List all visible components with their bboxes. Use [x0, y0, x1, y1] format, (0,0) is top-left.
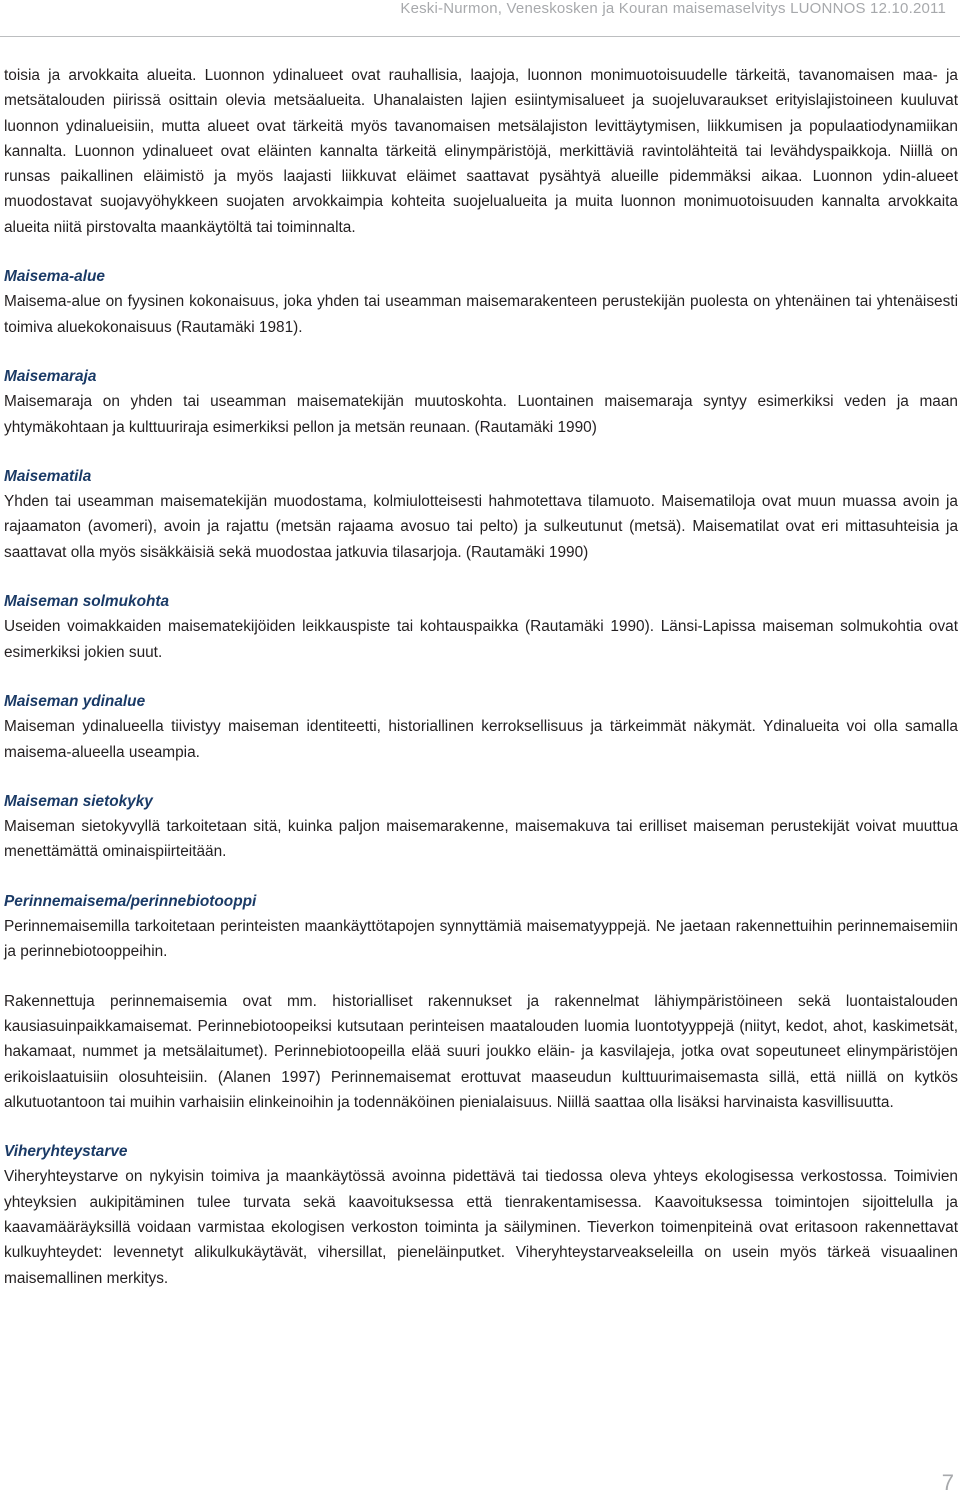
paragraph-gap [4, 965, 958, 989]
document-body [4, 63, 958, 1291]
section-text: Perinnemaisemilla tarkoitetaan perinteisten maankäyttötapojen synnyttämiä maisematyyppejä. Ne jaetaan rakennettuihin perinnemaisemiin ja perinnebiotooppeihin. [4, 918, 958, 961]
section-maisema-alue [4, 264, 958, 340]
header-divider [0, 36, 960, 37]
section-heading: Maisema-alue [4, 268, 105, 286]
section-heading: Maiseman ydinalue [4, 692, 146, 710]
section-gap [4, 865, 958, 889]
section-text: Yhden tai useamman maisematekijän muodostama, kolmiulotteisesti hahmotettava tilamuoto. Maisematiloja ovat muun muassa avoin ja rajaamaton (avomeri), avoin ja rajattu (metsän rajaama avosuo tai pelto) ja sulkeutunut (metsä). Maisematilat ovat eri mittasuhteisia ja saattavat olla myös sisäkkäisiä sekä muodostaa jatkuvia tilasarjoja. (Rautamäki 1990) [4, 493, 958, 561]
section-perinnemaisema [4, 889, 958, 1115]
section-gap [4, 240, 958, 264]
section-gap [4, 440, 958, 464]
section-heading: Perinnemaisema/perinnebiotooppi [4, 892, 257, 910]
section-heading: Viheryhteystarve [4, 1143, 128, 1161]
section-heading: Maiseman solmukohta [4, 593, 170, 611]
section-text: Maiseman ydinalueella tiivistyy maiseman identiteetti, historiallinen kerroksellisuus ja tärkeimmät näkymät. Ydinalueita voi olla samalla maisema-alueella useampia. [4, 718, 958, 761]
section-heading: Maisemaraja [4, 367, 97, 385]
intro-paragraph: toisia ja arvokkaita alueita. Luonnon ydinalueet ovat rauhallisia, laajoja, luonnon monimuotoisuudelle tärkeitä, tavanomaisen maa- ja metsätalouden piirissä osittain olevia metsäalueita. Uhanalaisten lajien esiintymisalueet ja suojeluvaraukset erityislajistoineen kuuluvat luonnon ydinalueisiin, mutta alueet ovat tärkeitä myös tavanomaisen metsälajiston levittäytymisen, liikkumisen ja populaatiodynamiikan kannalta. Luonnon ydinalueet ovat eläinten kannalta tärkeitä elinympäristöjä, merkittäviä ravintolähteitä tai levähdyspaikkoja. Niillä on runsas paikallinen eläimistö ja myös laajasti liikkuvat eläimet saattavat pysähtyä alueille pidemmäksi aikaa. Luonnon ydin-alueet muodostavat suojavyöhykkeen suojaten arvokkaimpia kohteita suojelualueita ja muita luonnon monimuotoisuuden kannalta arvokkaita alueita niitä pirstovalta maankäytöltä tai toiminnalta. [4, 67, 958, 236]
section-maiseman-solmukohta [4, 589, 958, 665]
section-gap [4, 340, 958, 364]
section-text: Useiden voimakkaiden maisematekijöiden leikkauspiste tai kohtauspaikka (Rautamäki 1990). Länsi-Lapissa maiseman solmukohtia ovat esimerkiksi jokien suut. [4, 618, 958, 661]
section-text: Maiseman sietokyvyllä tarkoitetaan sitä, kuinka paljon maisemarakenne, maisemakuva tai erilliset maiseman perustekijät voivat muuttua menettämättä ominaispiirteitään. [4, 818, 958, 861]
section-text-continued: Rakennettuja perinnemaisemia ovat mm. historialliset rakennukset ja rakennelmat lähiympäristöineen sekä luontaistalouden kausiasuinpaikkamaisemat. Perinnebiotoopeiksi kutsutaan perinteisen maatalouden luomia luontotyyppejä (niityt, kedot, ahot, kaskimetsät, hakamaat, nummet ja metsälaitumet). Perinnebiotoopeilla elää suuri joukko eläin- ja kasvilajeja, jotka ovat sopeutuneet elinympäristöjen erikoislaatuisiin olosuhteisiin. (Alanen 1997) Perinnemaisemat erottuvat maaseudun kulttuurimaisemasta sillä, että niillä on kytkös alkutuotantoon tai muihin varhaisiin elinkeinoihin ja todennäköinen pienialaisuus. Niillä saattaa olla lisäksi harvinaista kasvillisuutta. [4, 992, 958, 1111]
section-gap [4, 1115, 958, 1139]
running-header: Keski-Nurmon, Veneskosken ja Kouran maisemaselvitys LUONNOS 12.10.2011 [400, 0, 946, 17]
section-text: Maisema-alue on fyysinen kokonaisuus, joka yhden tai useamman maisemarakenteen perustekijän puolesta on yhtenäinen tai yhtenäisesti toimiva aluekokonaisuus (Rautamäki 1981). [4, 293, 958, 336]
section-gap [4, 665, 958, 689]
section-maisemaraja [4, 364, 958, 440]
section-gap [4, 565, 958, 589]
section-heading: Maisematila [4, 467, 92, 485]
section-text: Viheryhteystarve on nykyisin toimiva ja maankäytössä avoinna pidettävä tai tiedossa oleva yhteys ekologisessa verkostossa. Toimivien yhteyksien aukipitäminen tulee turvata sekä kaavoituksessa että tienrakentamisessa. Kaavoituksessa toimintojen sijoittelulla ja kaavamääräyksillä voidaan varmistaa ekologisen verkoston toiminta ja säilyminen. Tieverkon toimenpiteinä ovat eritasoon rakennettavat kulkuyhteydet: levennetyt alikulkukäytävät, vihersillat, pieneläinputket. Viheryhteystarveakseleilla on usein myös tärkeä visuaalinen maisemallinen merkitys. [4, 1168, 958, 1287]
section-text: Maisemaraja on yhden tai useamman maisematekijän muutoskohta. Luontainen maisemaraja syntyy esimerkiksi veden ja maan yhtymäkohtaan ja kulttuuriraja esimerkiksi pellon ja metsän reunaan. (Rautamäki 1990) [4, 393, 958, 436]
section-maiseman-ydinalue [4, 689, 958, 765]
section-maisematila [4, 464, 958, 565]
section-gap [4, 765, 958, 789]
section-maiseman-sietokyky [4, 789, 958, 865]
page-number: 7 [941, 1470, 954, 1495]
section-heading: Maiseman sietokyky [4, 792, 153, 810]
section-viheryhteystarve [4, 1139, 958, 1291]
